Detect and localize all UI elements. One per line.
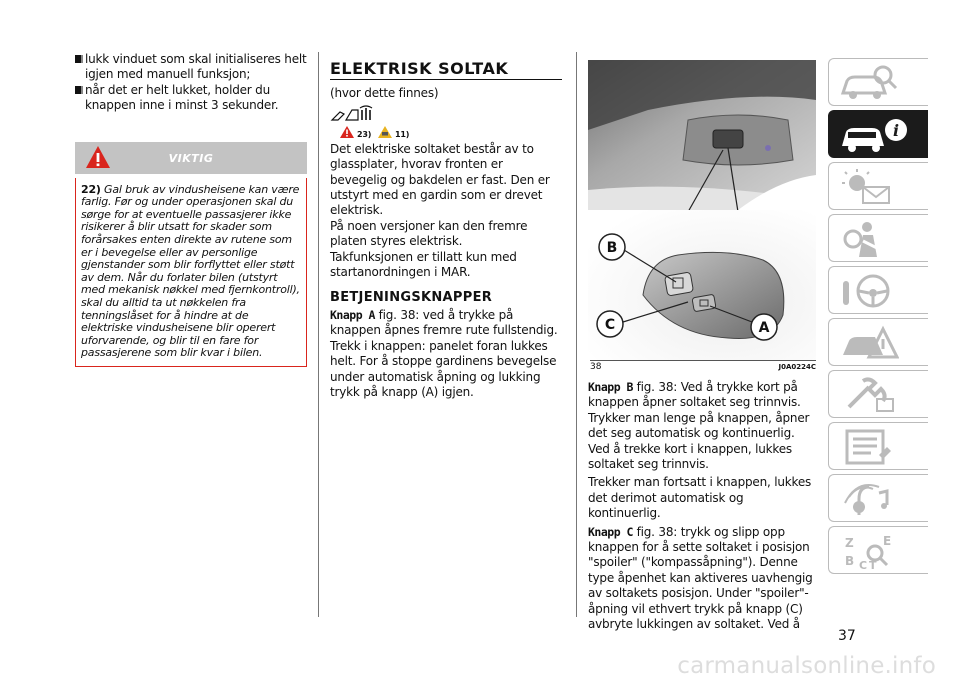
steering-wheel-icon: [839, 271, 899, 311]
column-divider: [318, 52, 319, 617]
svg-text:E: E: [883, 534, 892, 548]
svg-text:i: i: [892, 121, 900, 140]
column-divider: [576, 52, 577, 617]
paragraph: [588, 380, 816, 472]
svg-text:C: C: [859, 559, 868, 571]
tab-chapter-4[interactable]: [828, 214, 928, 262]
airbag-person-icon: [839, 219, 899, 259]
svg-text:Z: Z: [845, 536, 854, 550]
figure-38: [588, 60, 816, 364]
sunroof-symbol-icon: [330, 104, 380, 124]
svg-text:T: T: [869, 559, 877, 571]
tab-chapter-1[interactable]: [828, 58, 928, 106]
paragraph: Takfunksjonen er tillatt kun med startanordningen i MAR.: [330, 249, 517, 280]
tab-chapter-7[interactable]: [828, 370, 928, 418]
column-left: [75, 52, 307, 367]
paragraph: Det elektriske soltaket består av to glassplater, hvorav fronten er bevegelig og bakdelen er fast. Den er utstyrt med en gardin som er drevet elektrisk.: [330, 141, 550, 218]
tab-chapter-6[interactable]: [828, 318, 928, 366]
reference-number: 23): [357, 129, 372, 139]
figure-number: 38: [590, 362, 602, 372]
tab-chapter-5[interactable]: [828, 266, 928, 314]
car-warning-icon: [839, 323, 899, 363]
tab-chapter-2[interactable]: [828, 110, 928, 158]
button-label: Knapp B: [588, 380, 633, 394]
paragraph: [588, 525, 816, 633]
bullet-item: lukk vinduet som skal initialiseres helt igjen med manuell funksjon;: [75, 52, 307, 83]
warning-text: Gal bruk av vindusheisene kan være farlig. Før og under operasjonen skal du sørge for at eventuelle passasjerer ikke risikerer å blir utsatt for skader som forårsakes enten direkte av rutene som er i bevegelse eller av personlige gjenstander som blir forflyttet eller støtt av dem. Når du forlater bilen (utstyrt med mekanisk nøkkel med fjernkontroll), skal du alltid ta ut nøkkelen fra tenningslåset for å hindre at de elektriske vindusheisene blir operert uforvarende, og blir til en fare for passasjerene som blir kvar i bilen.: [81, 182, 300, 360]
reference-number: 11): [395, 129, 410, 139]
availability-note: (hvor dette finnes): [330, 86, 439, 101]
paragraph: På noen versjoner kan den fremre platen styres elektrisk.: [330, 218, 528, 249]
bullet-item: når det er helt lukket, holder du knappen inne i minst 3 sekunder.: [75, 83, 307, 114]
warning-box: [75, 178, 307, 367]
paragraph: [330, 308, 562, 400]
column-middle: [330, 58, 562, 400]
multimedia-icon: [839, 479, 899, 519]
paragraph-text: fig. 38: Ved å trykke kort på knappen åpner soltaket seg trinnvis. Trykker man lenge på knappen, åpner det seg automatisk og kontinuerlig. Ved å trekke kort i knappen, lukkes soltaket seg trinnvis.: [588, 380, 810, 472]
chapter-tabs: [828, 58, 928, 578]
warning-header: [75, 142, 307, 174]
figure-caption: [590, 360, 816, 375]
wrench-icon: [839, 375, 899, 415]
tab-chapter-10[interactable]: [828, 526, 928, 574]
svg-text:B: B: [845, 554, 855, 568]
reference-icons: [330, 124, 562, 142]
callout-label-c: C: [604, 317, 616, 333]
tab-chapter-9[interactable]: [828, 474, 928, 522]
index-letters-icon: [839, 531, 899, 571]
page-number: 37: [838, 628, 856, 644]
paragraph-text: fig. 38: ved å trykke på knappen åpnes fremre rute fullstendig. Trekk i knappen: panelet foran lukkes helt. For å stoppe gardinens bevegelse under automatisk åpning og lukking trykk på knapp (A) igjen.: [330, 307, 558, 399]
right-text: [588, 380, 816, 633]
figure-code: J0A0224C: [778, 363, 816, 371]
button-label: Knapp A: [330, 307, 375, 322]
footer: [0, 653, 960, 683]
callout-label-b: B: [606, 240, 618, 256]
warning-number: 22): [81, 182, 101, 196]
warning-lights-icon: [839, 167, 899, 207]
car-info-icon: [838, 114, 908, 154]
section-heading: ELEKTRISK SOLTAK: [330, 61, 562, 80]
specs-list-icon: [839, 427, 899, 467]
paragraph: Trekker man fortsatt i knappen, lukkes det derimot automatisk og kontinuerlig.: [588, 475, 812, 521]
tab-chapter-8[interactable]: [828, 422, 928, 470]
environment-triangle-icon: [378, 126, 392, 138]
car-magnifier-icon: [839, 63, 899, 103]
tab-chapter-3[interactable]: [828, 162, 928, 210]
warning-triangle-icon: [340, 126, 354, 138]
button-label: Knapp C: [588, 524, 633, 539]
figure-illustration: [588, 60, 816, 360]
watermark: carmanualsonline.info: [677, 653, 936, 679]
paragraph-text: fig. 38: trykk og slipp opp knappen for å sette soltaket i posisjon "spoiler" ("kompassåpning"). Denne type åpenhet kan aktiveres uavhengig av soltakets posisjon. Under "spoiler"-åpning vil ethvert trykk på knapp (C) avbryte lukkingen av soltaket. Ved å: [588, 524, 813, 632]
callout-label-a: A: [758, 320, 770, 336]
subsection-heading: BETJENINGSKNAPPER: [330, 290, 493, 306]
warning-title: VIKTIG: [168, 151, 214, 165]
